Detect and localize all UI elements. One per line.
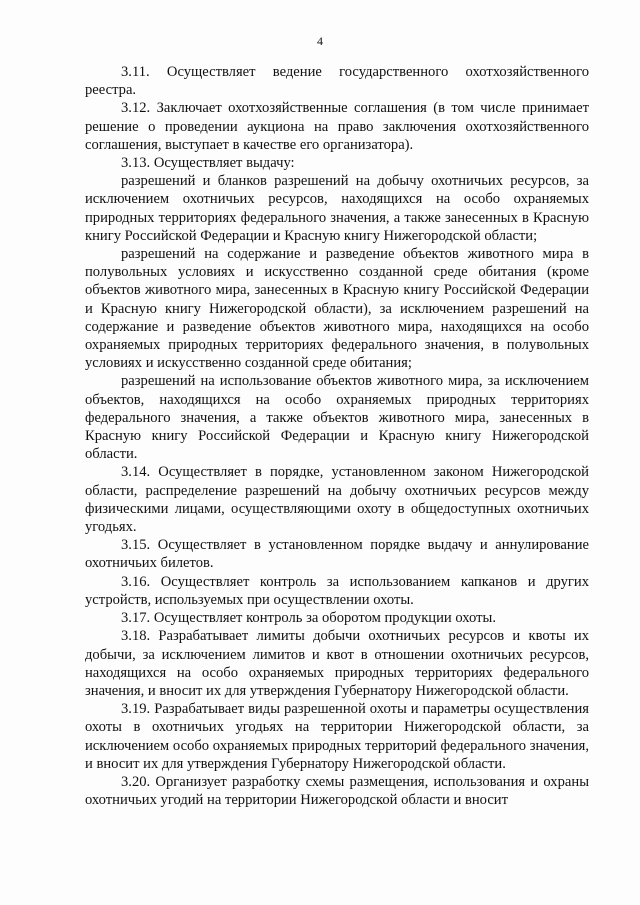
paragraph-3-13: 3.13. Осуществляет выдачу: [121, 155, 295, 172]
paragraph-3-16: 3.16. Осуществляет контроль за использованием капканов и других устройств, используемых при осуществлении охоты. [85, 573, 589, 608]
paragraph-3-12: 3.12. Заключает охотхозяйственные соглашения (в том числе принимает решение о проведении аукциона на право заключения охотхозяйственного соглашения, выступает в качестве его организатора). [85, 100, 589, 153]
paragraph-3-13-item-hunting-permits: разрешений и бланков разрешений на добычу охотничьих ресурсов, за исключением охотничьих ресурсов, находящихся на особо охраняемых природных территориях федерального значения, а также занесенных в Красную книгу Российской Федерации и Красную книгу Нижегородской области; [85, 173, 589, 244]
paragraph-3-13-item-use-permits: разрешений на использование объектов животного мира, за исключением объектов, находящихся на особо охраняемых природных территориях федерального значения, а также объектов животного мира, занесенных в Красную книгу Российской Федерации и Красную книгу Нижегородской области. [85, 373, 589, 463]
paragraph-3-13-item-keeping-permits: разрешений на содержание и разведение объектов животного мира в полувольных условиях и искусственно созданной среде обитания (кроме объектов животного мира, занесенных в Красную книгу Российской Федерации и Красную книгу Нижегородской области), за исключением разрешений на содержание и разведение объектов животного мира, находящихся на особо охраняемых природных территориях федерального значения, в полувольных условиях и искусственно созданной среде обитания; [85, 246, 589, 372]
paragraph-3-18: 3.18. Разрабатывает лимиты добычи охотничьих ресурсов и квоты их добычи, за исключением лимитов и квот в отношении охотничьих ресурсов, находящихся на особо охраняемых природных территориях федерального значения, и вносит их для утверждения Губернатору Нижегородской области. [85, 628, 589, 699]
paragraph-3-11: 3.11. Осуществляет ведение государственного охотхозяйственного реестра. [85, 64, 589, 99]
paragraph-3-15: 3.15. Осуществляет в установленном порядке выдачу и аннулирование охотничьих билетов. [85, 537, 589, 572]
document-body [85, 63, 589, 809]
paragraph-3-19: 3.19. Разрабатывает виды разрешенной охоты и параметры осуществления охоты в охотничьих угодьях на территории Нижегородской области, за исключением особо охраняемых природных территорий федерального значения, и вносит их для утверждения Губернатору Нижегородской области. [85, 701, 589, 772]
paragraph-3-17: 3.17. Осуществляет контроль за оборотом продукции охоты. [121, 610, 496, 627]
paragraph-3-20: 3.20. Организует разработку схемы размещения, использования и охраны охотничьих угодий на территории Нижегородской области и вносит [85, 773, 589, 809]
page-number: 4 [317, 34, 323, 48]
paragraph-3-14: 3.14. Осуществляет в порядке, установленном законом Нижегородской области, распределение разрешений на добычу охотничьих ресурсов между физическими лицами, осуществляющими охоту в общедоступных охотничьих угодьях. [85, 464, 589, 536]
